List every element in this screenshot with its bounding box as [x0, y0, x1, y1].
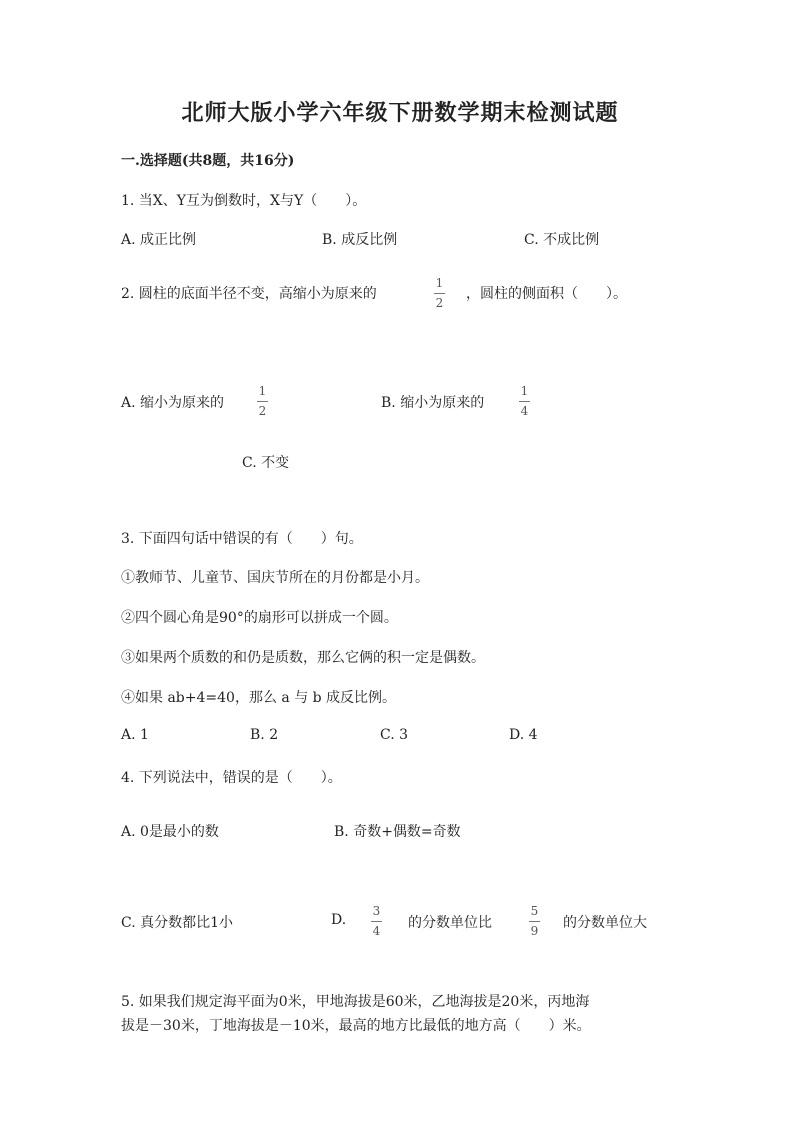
question-2-stem-pre: 2. 圆柱的底面半径不变，高缩小为原来的	[121, 286, 377, 302]
question-2-option-c: C. 不变	[242, 455, 290, 471]
fraction-bar	[371, 921, 382, 922]
question-4-option-a: A. 0是最小的数	[121, 824, 219, 840]
question-3-option-b: B. 2	[250, 727, 279, 743]
question-4-option-d-middle: 的分数单位比	[408, 915, 492, 931]
fraction-bar	[529, 921, 540, 922]
fraction-bar	[257, 401, 268, 402]
fraction-denominator: 9	[530, 924, 539, 938]
question-2-option-a: A. 缩小为原来的	[121, 395, 225, 411]
question-3-option-c: C. 3	[380, 727, 409, 743]
question-1-stem: 1. 当X、Y互为倒数时，X与Y（ ）。	[121, 193, 367, 209]
fraction-numerator: 5	[530, 904, 539, 918]
question-3-statement-3: ③如果两个质数的和仍是质数，那么它俩的积一定是偶数。	[121, 650, 485, 666]
section-heading: 一.选择题(共8题，共16分)	[121, 153, 295, 169]
question-5-line-2: 拔是－30米，丁地海拔是－10米，最高的地方比最低的地方高（ ）米。	[121, 1018, 591, 1034]
question-3-stem: 3. 下面四句话中错误的有（ ）句。	[121, 531, 363, 547]
question-4-option-d-end: 的分数单位大	[563, 915, 647, 931]
fraction-numerator: 1	[520, 384, 529, 398]
fraction-denominator: 2	[435, 296, 444, 310]
question-3-statement-2: ②四个圆心角是90°的扇形可以拼成一个圆。	[121, 610, 398, 626]
question-3-option-a: A. 1	[121, 727, 149, 743]
question-3-statement-4: ④如果 ab+4=40，那么 a 与 b 成反比例。	[121, 690, 397, 706]
question-4-option-d-fraction-1	[371, 904, 382, 939]
question-2-option-a-fraction	[257, 384, 268, 419]
question-5-line-1: 5. 如果我们规定海平面为0米，甲地海拔是60米，乙地海拔是20米，丙地海	[121, 994, 590, 1010]
question-4-stem: 4. 下列说法中，错误的是（ ）。	[121, 770, 342, 786]
question-1-option-c: C. 不成比例	[524, 232, 600, 248]
fraction-numerator: 3	[372, 904, 381, 918]
question-1-option-b: B. 成反比例	[322, 232, 398, 248]
question-4-option-d-label: D.	[331, 912, 347, 928]
question-4-option-b: B. 奇数+偶数=奇数	[334, 824, 461, 840]
question-2-option-b-fraction	[519, 384, 530, 419]
fraction-denominator: 2	[258, 404, 267, 418]
fraction-numerator: 1	[435, 276, 444, 290]
question-1-option-a: A. 成正比例	[121, 232, 197, 248]
question-4-option-c: C. 真分数都比1小	[121, 915, 234, 931]
question-4-option-d-fraction-2	[529, 904, 540, 939]
fraction-bar	[434, 293, 445, 294]
question-3-statement-1: ①教师节、儿童节、国庆节所在的月份都是小月。	[121, 570, 429, 586]
question-2-option-b: B. 缩小为原来的	[381, 395, 485, 411]
page-title: 北师大版小学六年级下册数学期末检测试题	[181, 100, 619, 126]
fraction-numerator: 1	[258, 384, 267, 398]
question-3-option-d: D. 4	[509, 727, 538, 743]
question-2-stem-fraction	[434, 276, 445, 311]
fraction-bar	[519, 401, 530, 402]
fraction-denominator: 4	[520, 404, 529, 418]
question-2-stem-post: ，圆柱的侧面积（ ）。	[466, 286, 627, 302]
fraction-denominator: 4	[372, 924, 381, 938]
